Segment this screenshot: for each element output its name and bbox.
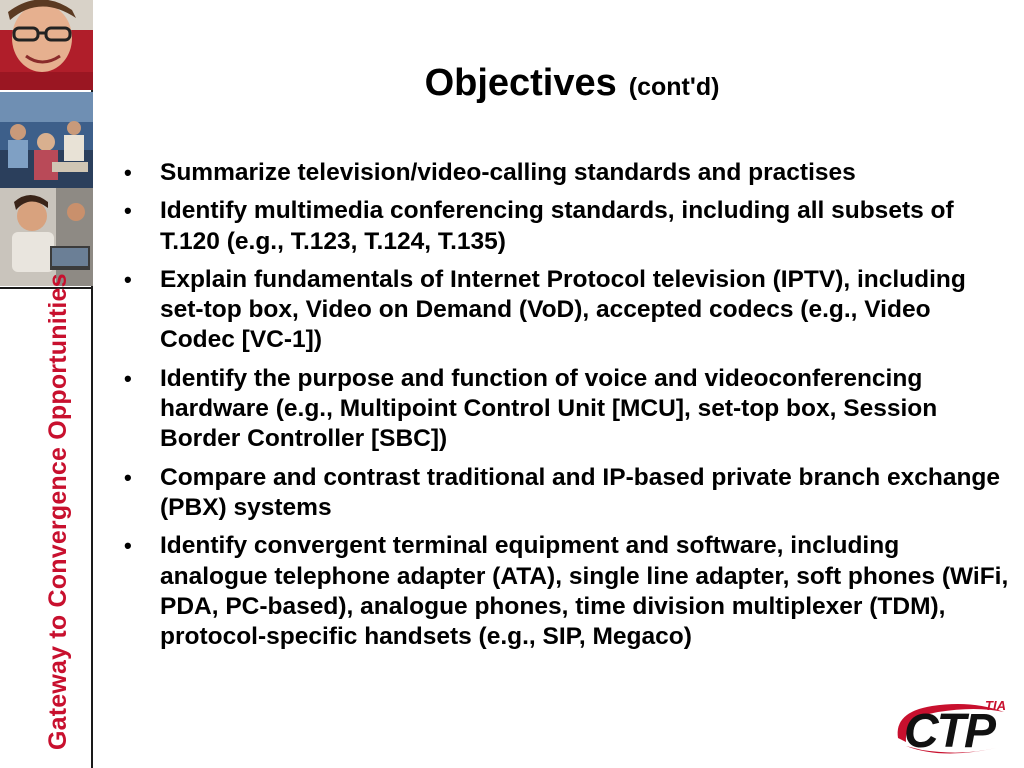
bullet-marker: • [124, 266, 132, 292]
list-item [120, 196, 1010, 257]
bullet-marker: • [124, 198, 132, 224]
logo-superscript: TIA [985, 698, 1006, 713]
list-item [120, 265, 1010, 356]
sidebar-tagline-area [0, 273, 91, 768]
list-item [120, 531, 1010, 652]
bullet-marker: • [124, 160, 132, 185]
list-item-text: Identify multimedia conferencing standards, including all subsets of T.120 (e.g., T.123, T.124, T.135) [160, 197, 954, 255]
list-item-text: Compare and contrast traditional and IP-based private branch exchange (PBX) systems [160, 463, 1001, 521]
list-item-text: Identify convergent terminal equipment and software, including analogue telephone adapter (ATA), single line adapter, soft phones (WiFi, PDA, PC-based), analogue phones, time division multiplexer (TDM), protocol-specific handsets (e.g., SIP, Megaco) [160, 532, 1009, 651]
list-item [120, 158, 1010, 188]
photo-woman-at-laptop [0, 188, 93, 286]
bullet-marker: • [124, 464, 132, 490]
title-sub: (cont'd) [628, 73, 720, 101]
photo-smiling-man [0, 0, 93, 90]
objectives-list [120, 158, 1010, 660]
photo-classroom [0, 92, 93, 188]
bullet-marker: • [124, 533, 132, 559]
title-main: Objectives [424, 62, 617, 104]
list-item [120, 364, 1010, 455]
ctp-logo [892, 698, 1012, 760]
list-item-text: Summarize television/video-calling standards and practises [160, 159, 856, 186]
logo-mark: CTP [904, 705, 994, 758]
sidebar-tagline: Gateway to Convergence Opportunities [44, 273, 72, 750]
bullet-marker: • [124, 365, 132, 391]
slide-title [160, 62, 984, 105]
list-item [120, 463, 1010, 524]
list-item-text: Explain fundamentals of Internet Protocol television (IPTV), including set-top box, Video on Demand (VoD), accepted codecs (e.g., Video Codec [VC-1]) [160, 265, 966, 354]
left-sidebar [0, 0, 93, 768]
list-item-text: Identify the purpose and function of voice and videoconferencing hardware (e.g., Multipoint Control Unit [MCU], set-top box, Session Border Controller [SBC]) [160, 364, 938, 453]
